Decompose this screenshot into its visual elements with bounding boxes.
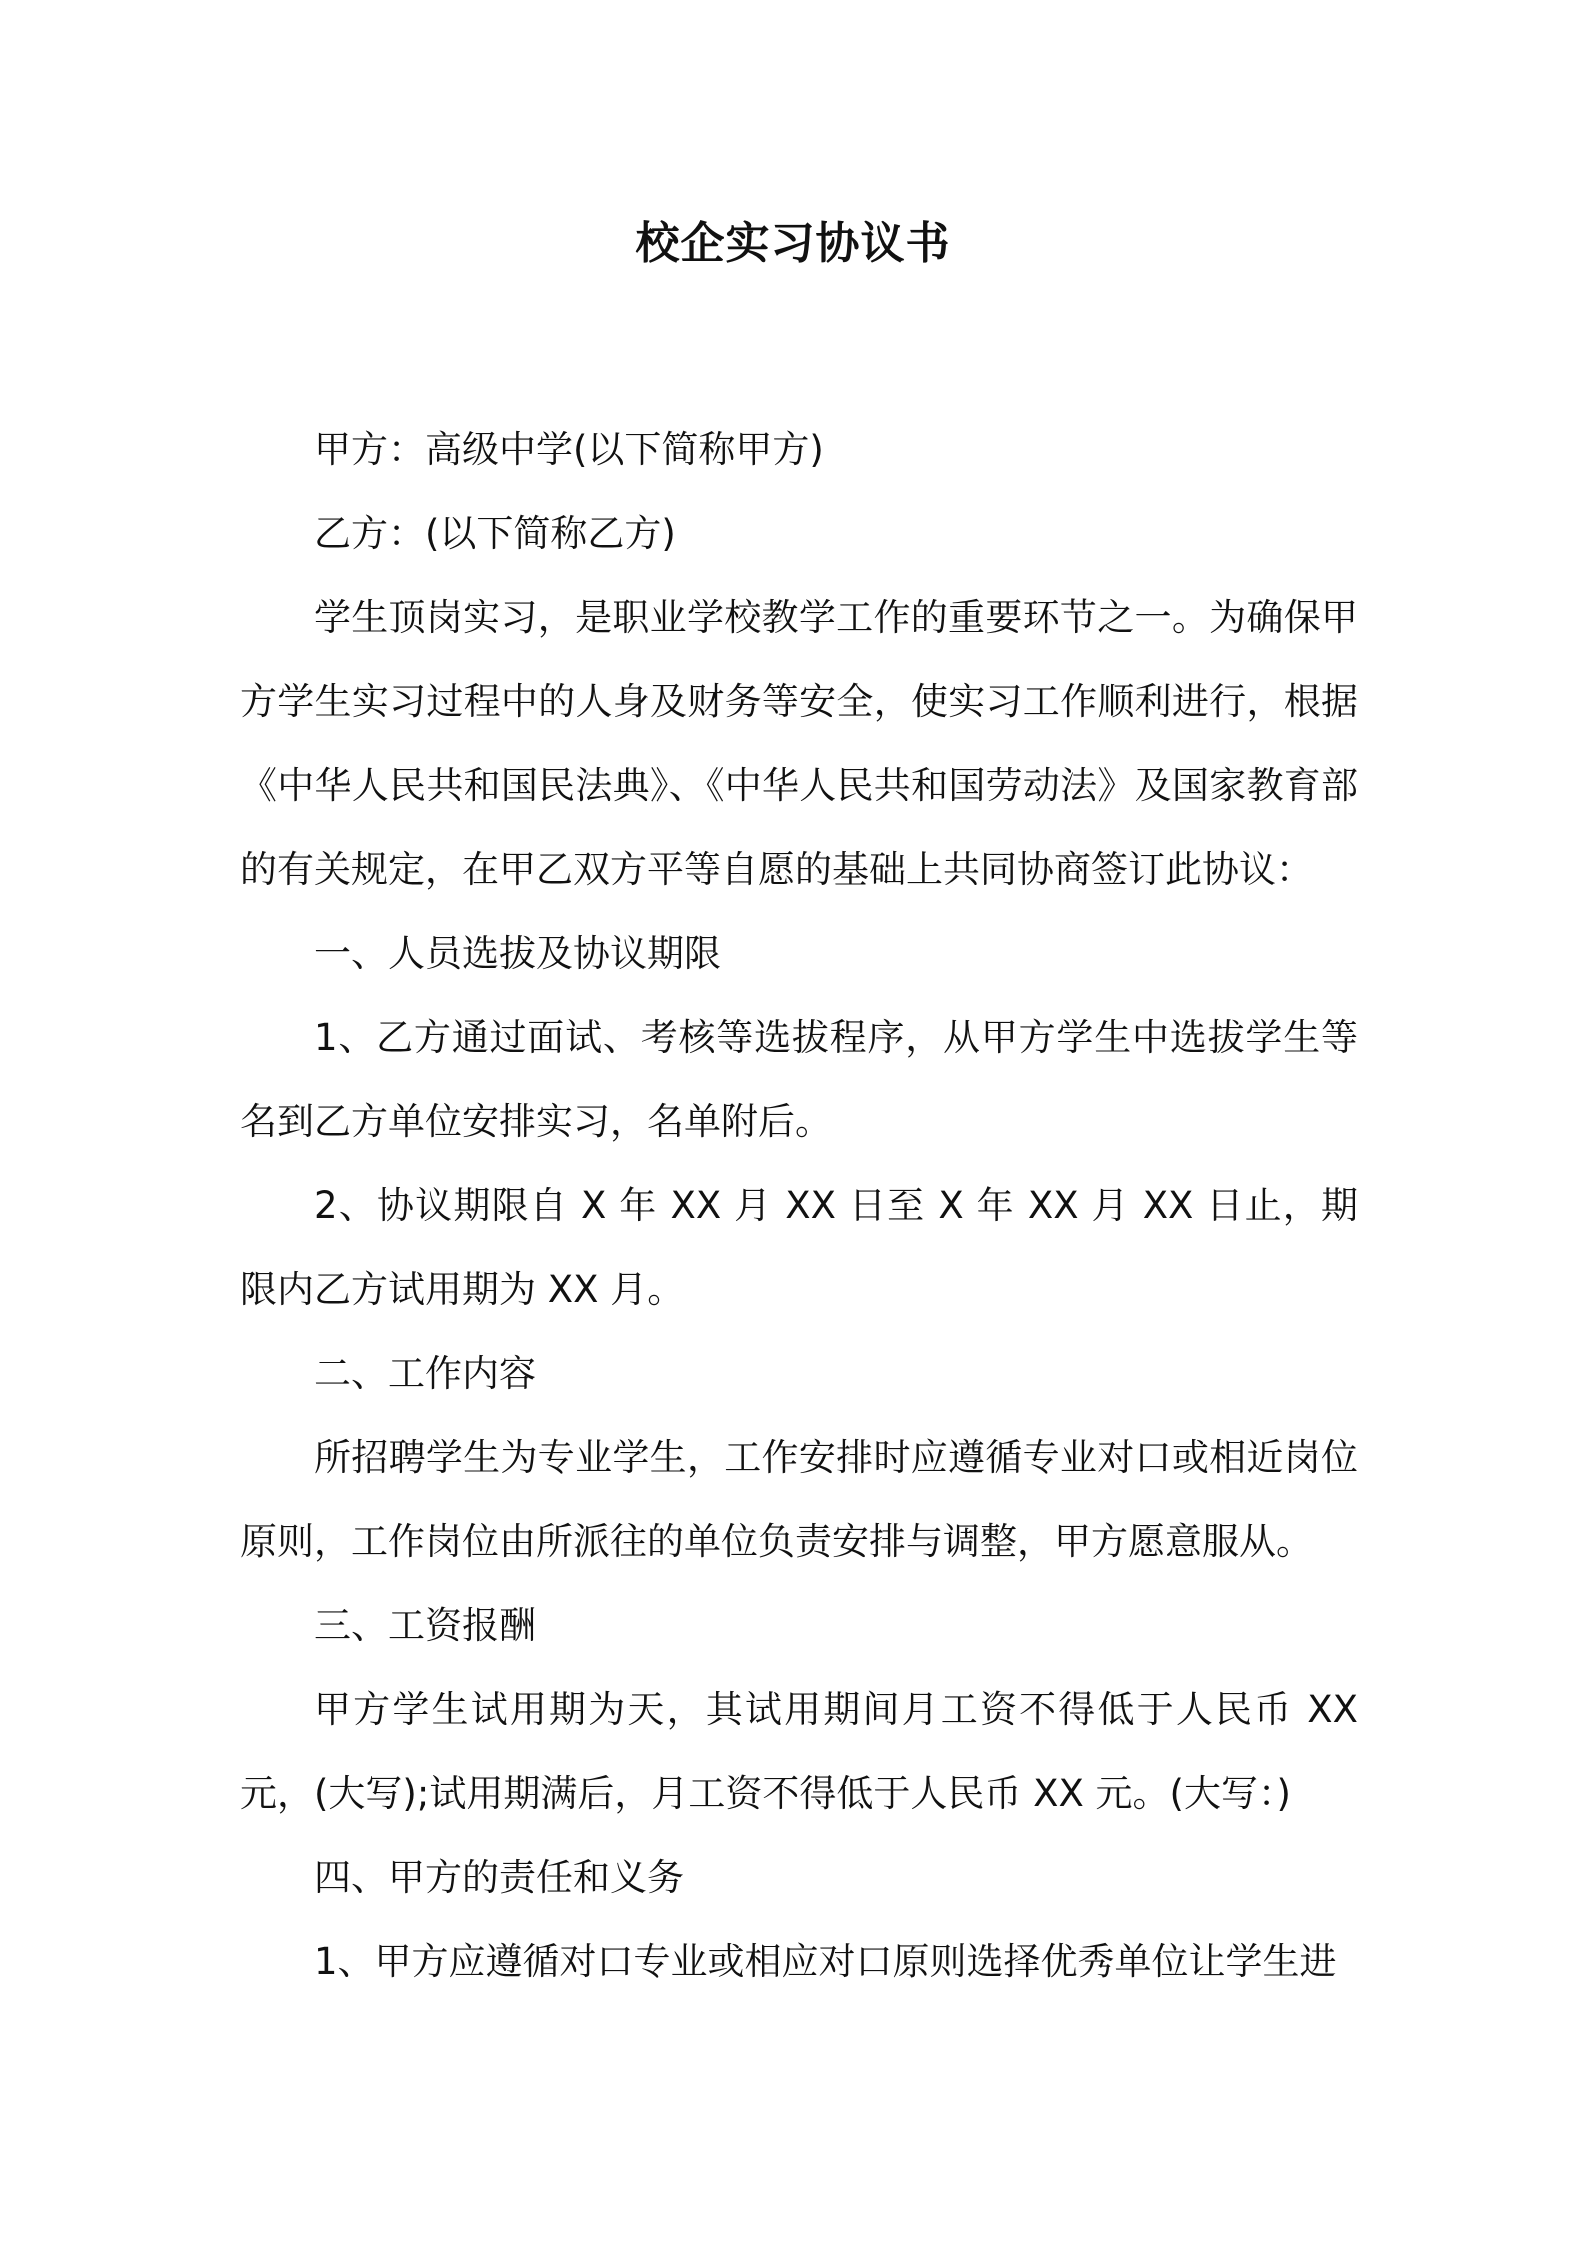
preamble-paragraph: 学生顶岗实习，是职业学校教学工作的重要环节之一。为确保甲方学生实习过程中的人身及财务等安全，使实习工作顺利进行，根据《中华人民共和国民法典》、《中华人民共和国劳动法》及国家教育部的有关规定，在甲乙双方平等自愿的基础上共同协商签订此协议： bbox=[240, 596, 1358, 891]
party-b-line: 乙方：(以下简称乙方) bbox=[314, 512, 676, 555]
section-heading-4: 四、甲方的责任和义务 bbox=[314, 1856, 684, 1899]
section-heading-1: 一、人员选拔及协议期限 bbox=[314, 932, 721, 975]
clause-4-1: 1、甲方应遵循对口专业或相应对口原则选择优秀单位让学生进 bbox=[314, 1940, 1337, 1983]
section-heading-2: 二、工作内容 bbox=[314, 1352, 536, 1395]
document-body bbox=[240, 408, 1358, 2004]
clause-1-1: 1、乙方通过面试、考核等选拔程序，从甲方学生中选拔学生等名到乙方单位安排实习，名单附后。 bbox=[240, 1016, 1358, 1143]
party-a-line: 甲方：高级中学(以下简称甲方) bbox=[314, 428, 824, 471]
clause-3-content: 甲方学生试用期为天，其试用期间月工资不得低于人民币 XX 元，(大写);试用期满后，月工资不得低于人民币 XX 元。(大写：) bbox=[240, 1688, 1358, 1815]
clause-2-content: 所招聘学生为专业学生，工作安排时应遵循专业对口或相近岗位原则，工作岗位由所派往的单位负责安排与调整，甲方愿意服从。 bbox=[240, 1436, 1358, 1563]
clause-1-2: 2、协议期限自 X 年 XX 月 XX 日至 X 年 XX 月 XX 日止，期限内乙方试用期为 XX 月。 bbox=[240, 1184, 1358, 1311]
document-title: 校企实习协议书 bbox=[635, 218, 951, 269]
section-heading-3: 三、工资报酬 bbox=[314, 1604, 536, 1647]
